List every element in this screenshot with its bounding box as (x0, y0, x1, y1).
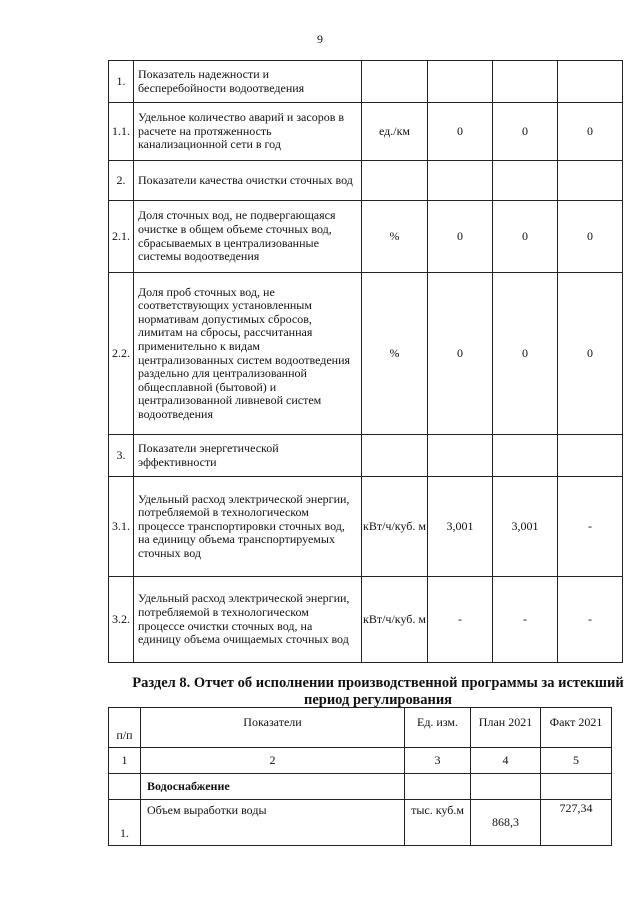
header-num: п/п (109, 708, 141, 748)
row-number: 3.1. (109, 477, 134, 577)
index-cell: 3 (405, 748, 471, 774)
row-name: Объем выработки воды (141, 800, 405, 846)
table-row (109, 103, 623, 161)
row-unit: тыс. куб.м (405, 800, 471, 846)
table-row (109, 577, 623, 663)
empty-cell (109, 774, 141, 800)
row-value-3: - (558, 477, 623, 577)
group-row (109, 774, 612, 800)
empty-cell (405, 774, 471, 800)
row-description: Показатели энергетической эффективности (134, 435, 362, 477)
row-description: Доля сточных вод, не подвергающаяся очистке в общем объеме сточных вод, сбрасываемых в централизованные системы водоотведения (134, 201, 362, 273)
row-number: 1. (109, 800, 141, 846)
row-unit: кВт/ч/куб. м (362, 477, 428, 577)
empty-cell (541, 774, 612, 800)
row-number: 2.1. (109, 201, 134, 273)
table-row (109, 161, 623, 201)
row-number: 3. (109, 435, 134, 477)
row-description: Удельный расход электрической энергии, потребляемой в технологическом процессе очистки сточных вод, на единицу объема очищаемых сточных вод (134, 577, 362, 663)
header-fact: Факт 2021 (541, 708, 612, 748)
row-value-1: 0 (428, 273, 493, 435)
row-value-2: 0 (493, 273, 558, 435)
row-unit (362, 435, 428, 477)
row-value-3 (558, 161, 623, 201)
row-value-2: 0 (493, 103, 558, 161)
row-unit: ед./км (362, 103, 428, 161)
row-fact: 727,34 (541, 800, 612, 846)
row-description: Удельное количество аварий и засоров в расчете на протяженность канализационной сети в год (134, 103, 362, 161)
index-cell: 4 (471, 748, 541, 774)
empty-cell (471, 774, 541, 800)
row-value-3 (558, 435, 623, 477)
row-value-3: 0 (558, 201, 623, 273)
header-plan: План 2021 (471, 708, 541, 748)
index-cell: 5 (541, 748, 612, 774)
row-number: 1. (109, 61, 134, 103)
table-row (109, 435, 623, 477)
group-label: Водоснабжение (141, 774, 405, 800)
row-number: 2. (109, 161, 134, 201)
row-unit: % (362, 201, 428, 273)
row-plan: 868,3 (471, 800, 541, 846)
index-row (109, 748, 612, 774)
row-value-2 (493, 435, 558, 477)
row-value-2 (493, 161, 558, 201)
row-value-1 (428, 61, 493, 103)
row-value-3: 0 (558, 103, 623, 161)
report-table (108, 707, 612, 846)
table-row (109, 273, 623, 435)
table-row (109, 800, 612, 846)
row-value-1 (428, 435, 493, 477)
row-value-1: - (428, 577, 493, 663)
row-description: Удельный расход электрической энергии, потребляемой в технологическом процессе транспортировки сточных вод, на единицу объема транспортируемых сточных вод (134, 477, 362, 577)
page-number: 9 (317, 32, 323, 46)
header-unit: Ед. изм. (405, 708, 471, 748)
row-number: 2.2. (109, 273, 134, 435)
row-value-1: 0 (428, 103, 493, 161)
row-value-2 (493, 61, 558, 103)
row-value-2: 0 (493, 201, 558, 273)
table-row (109, 201, 623, 273)
header-name: Показатели (141, 708, 405, 748)
index-cell: 2 (141, 748, 405, 774)
table-row (109, 61, 623, 103)
table-row (109, 477, 623, 577)
row-unit: кВт/ч/куб. м (362, 577, 428, 663)
row-value-1: 3,001 (428, 477, 493, 577)
row-unit (362, 61, 428, 103)
row-value-3 (558, 61, 623, 103)
row-value-1: 0 (428, 201, 493, 273)
row-number: 1.1. (109, 103, 134, 161)
section-title: Раздел 8. Отчет об исполнении производственной программы за истекший период регулирования (132, 675, 624, 708)
row-unit: % (362, 273, 428, 435)
row-value-2: 3,001 (493, 477, 558, 577)
indicators-table (108, 60, 623, 663)
header-row (109, 708, 612, 748)
row-value-3: - (558, 577, 623, 663)
row-value-1 (428, 161, 493, 201)
row-value-3: 0 (558, 273, 623, 435)
index-cell: 1 (109, 748, 141, 774)
row-description: Доля проб сточных вод, не соответствующих установленным нормативам допустимых сбросов, лимитам на сбросы, рассчитанная применительно к видам централизованных систем водоотведения раздельно для централизованной общесплавной (бытовой) и централизованной ливневой систем водоотведения (134, 273, 362, 435)
row-value-2: - (493, 577, 558, 663)
row-number: 3.2. (109, 577, 134, 663)
row-description: Показатели качества очистки сточных вод (134, 161, 362, 201)
row-description: Показатель надежности и бесперебойности водоотведения (134, 61, 362, 103)
row-unit (362, 161, 428, 201)
